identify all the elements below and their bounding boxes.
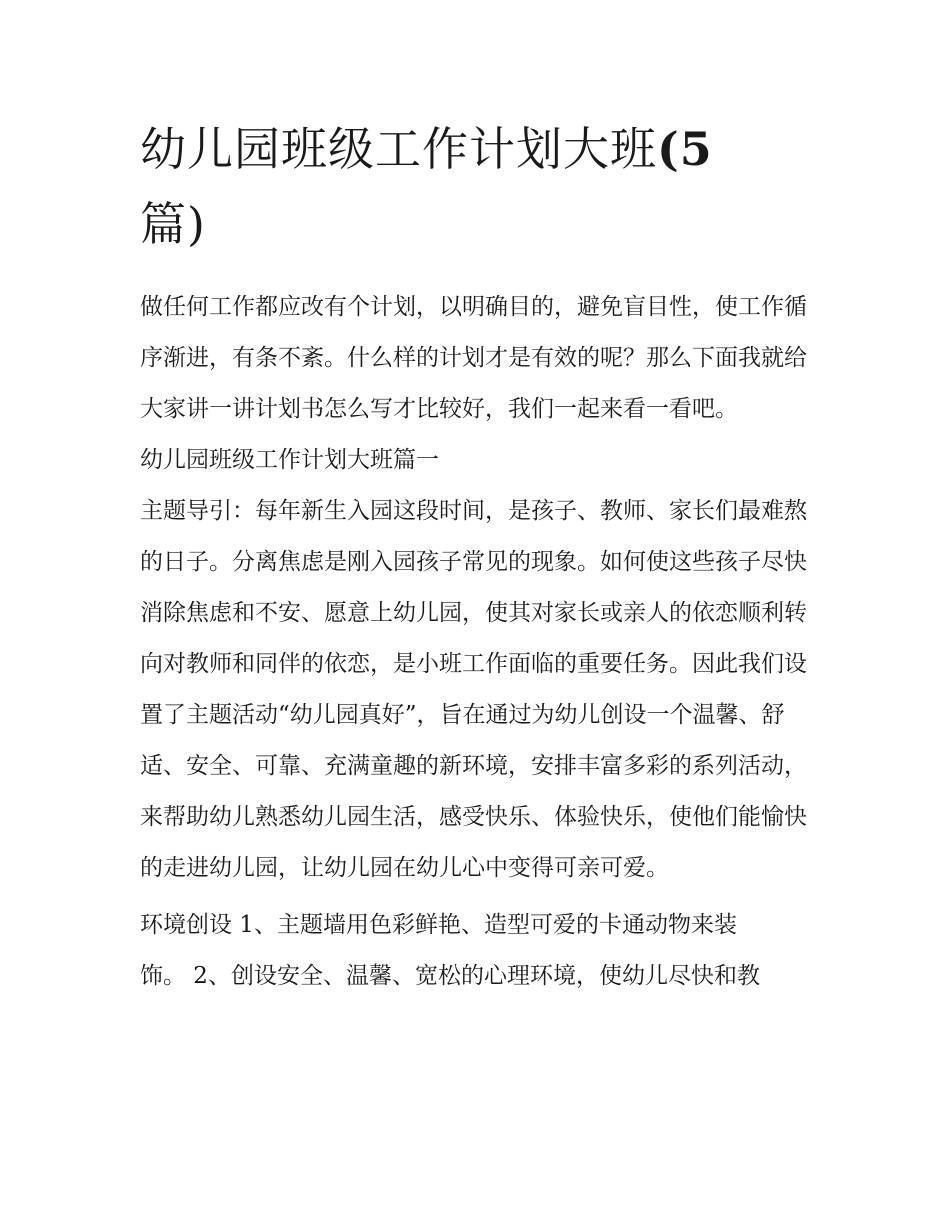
theme-guide-paragraph: 主题导引：每年新生入园这段时间，是孩子、教师、家长们最难熬的日子。分离焦虑是刚入园孩子常见的现象。如何使这些孩子尽快消除焦虑和不安、愿意上幼儿园，使其对家长或亲人的依恋顺利转向对教师和同伴的依恋，是小班工作面临的重要任务。因此我们设置了主题活动“幼儿园真好”，旨在通过为幼儿创设一个温馨、舒适、安全、可靠、充满童趣的新环境，安排丰富多彩的系列活动，来帮助幼儿熟悉幼儿园生活，感受快乐、体验快乐，使他们能愉快的走进幼儿园，让幼儿园在幼儿心中变得可亲可爱。 [140, 498, 807, 881]
document-page [140, 112, 820, 1002]
title-count: (5 [657, 122, 713, 176]
title-line-2: 篇) [140, 197, 206, 251]
section-heading: 幼儿园班级工作计划大班篇一 [140, 447, 439, 473]
environment-line-1: 环境创设 1、主题墙用色彩鲜艳、造型可爱的卡通动物来装 [140, 912, 737, 938]
intro-paragraph: 做任何工作都应改有个计划，以明确目的，避免盲目性，使工作循序渐进，有条不紊。什么样的计划才是有效的呢？那么下面我就给大家讲一讲计划书怎么写才比较好，我们一起来看一看吧。 [140, 294, 807, 422]
document-title [140, 112, 820, 262]
environment-line-2: 饰。 2、创设安全、温馨、宽松的心理环境，使幼儿尽快和教 [140, 963, 760, 989]
title-text: 幼儿园班级工作计划大班 [140, 122, 657, 176]
